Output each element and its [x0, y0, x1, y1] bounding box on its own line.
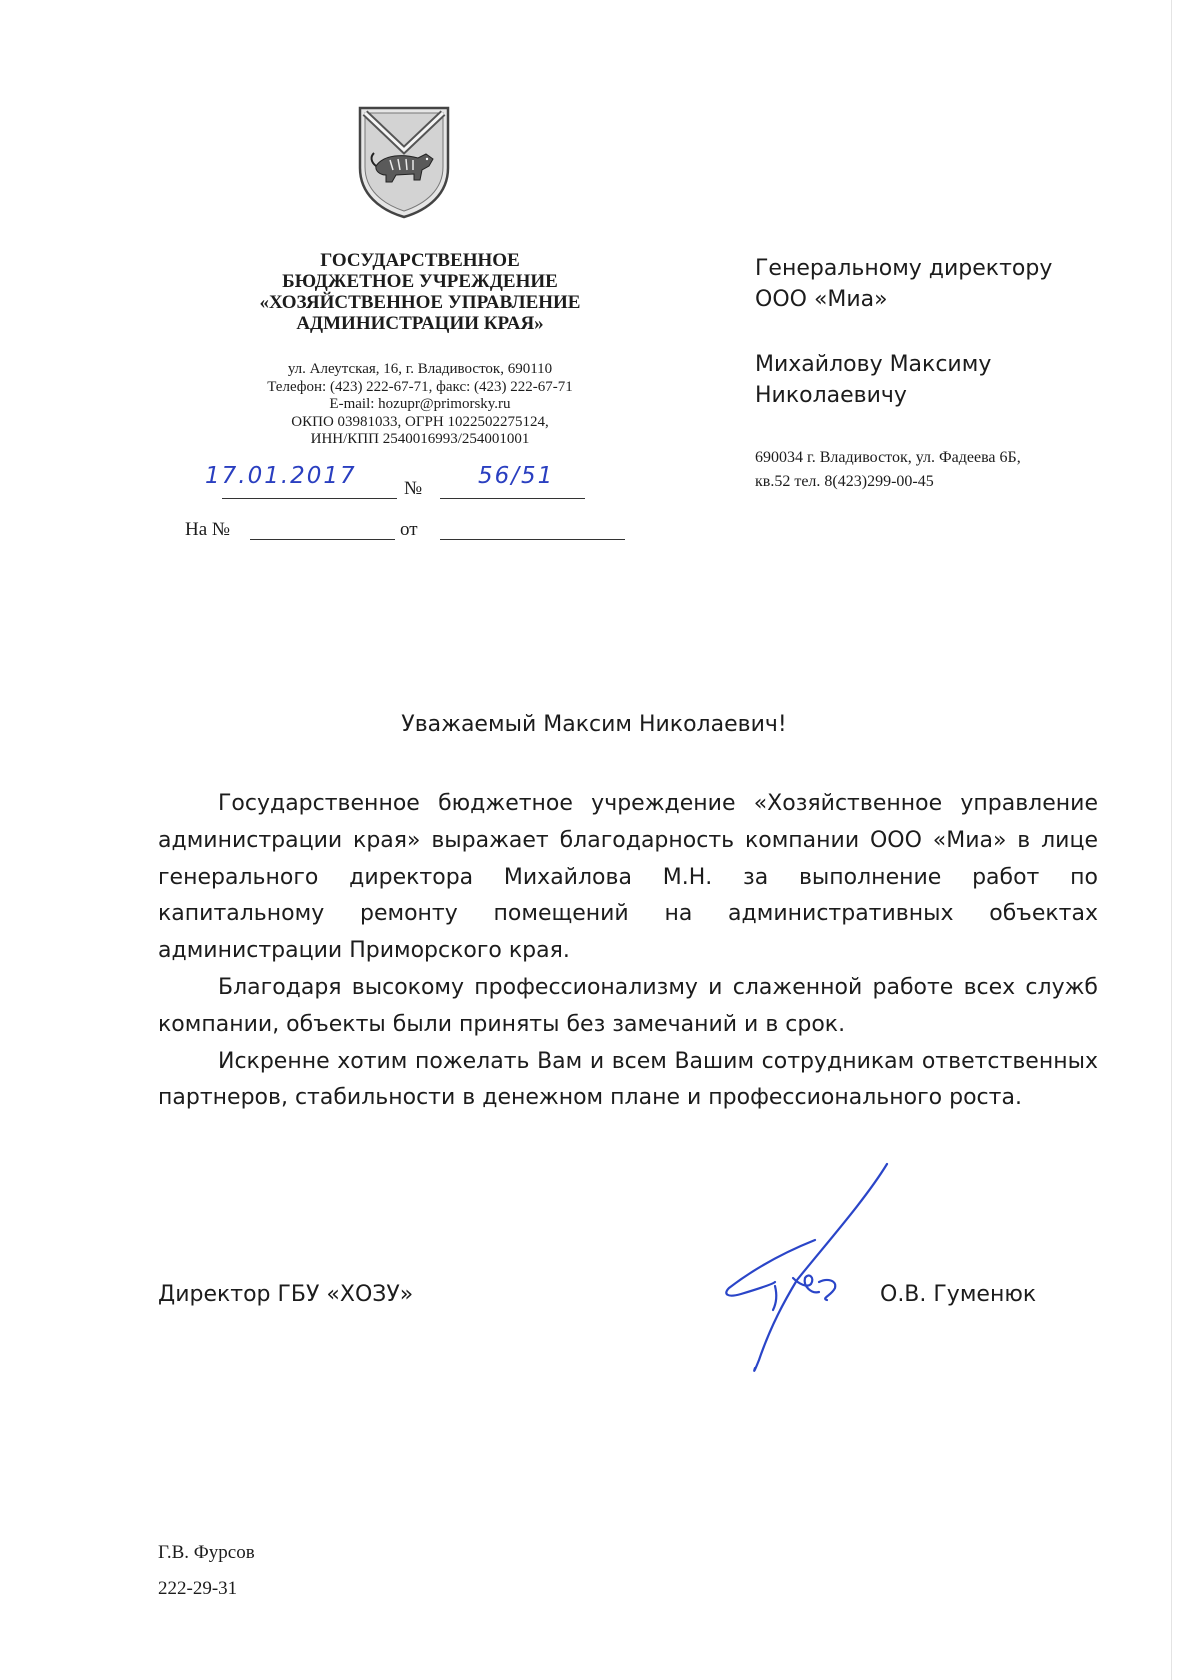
recipient-line: ООО «Миа» [755, 287, 888, 312]
handwritten-signature [715, 1160, 895, 1375]
signatory-name: О.В. Гуменюк [880, 1282, 1037, 1307]
recipient-address [755, 446, 1135, 494]
letter-paragraph: Государственное бюджетное учреждение «Хозяйственное управление администрации края» выражает благодарность компании ООО «Миа» в лице генерального директора Михайлова М.Н. за выполнение работ по капитальному ремонту помещений на административных объектах администрации Приморского края. [158, 791, 1098, 964]
reg-number-line [440, 497, 585, 499]
salutation: Уважаемый Максим Николаевич! [401, 712, 787, 737]
recipient-address-line: 690034 г. Владивосток, ул. Фадеева 6Б, [755, 449, 1021, 466]
recipient-name-line: Николаевичу [755, 383, 907, 408]
org-name [190, 250, 650, 334]
org-name-line: БЮДЖЕТНОЕ УЧРЕЖДЕНИЕ [282, 271, 558, 292]
contact-email: E-mail: hozupr@primorsky.ru [329, 396, 511, 412]
recipient-address-line: кв.52 тел. 8(423)299-00-45 [755, 473, 934, 490]
letter-paragraph: Благодаря высокому профессионализму и слаженной работе всех служб компании, объекты были приняты без замечаний и в срок. [158, 974, 1098, 1037]
ref-date-line [440, 538, 625, 540]
page-edge [1171, 0, 1172, 1680]
contact-phone: Телефон: (423) 222-67-71, факс: (423) 222-67-71 [267, 378, 573, 395]
ref-number-line [250, 538, 395, 540]
reg-date-line [222, 497, 397, 499]
reg-number-sign: № [404, 478, 423, 499]
executor-phone: 222-29-31 [158, 1578, 238, 1599]
recipient-name-line: Михайлову Максиму [755, 352, 992, 377]
org-name-line: «ХОЗЯЙСТВЕННОЕ УПРАВЛЕНИЕ [259, 292, 581, 313]
contact-address: ул. Алеутская, 16, г. Владивосток, 690110 [287, 361, 553, 377]
executor-name: Г.В. Фурсов [158, 1542, 255, 1563]
ref-from-label: от [400, 519, 418, 540]
org-name-line: АДМИНИСТРАЦИИ КРАЯ» [296, 313, 544, 334]
ref-label: На № [185, 519, 231, 540]
letter-paragraph: Искренне хотим пожелать Вам и всем Вашим сотрудникам ответственных партнеров, стабильности в денежном плане и профессионального роста. [158, 1048, 1098, 1111]
reg-date-handwritten: 17.01.2017 [205, 463, 357, 489]
org-name-line: ГОСУДАРСТВЕННОЕ [320, 250, 520, 271]
letter-body [158, 786, 1098, 1117]
signatory-position: Директор ГБУ «ХОЗУ» [158, 1282, 414, 1307]
contact-okpo-ogrn: ОКПО 03981033, ОГРН 1022502275124, [291, 413, 549, 430]
contact-inn-kpp: ИНН/КПП 2540016993/254001001 [310, 431, 530, 447]
recipient-title [755, 253, 1052, 315]
org-contacts [190, 361, 650, 449]
reg-number-handwritten: 56/51 [478, 463, 555, 489]
recipient-line: Генеральному директору [755, 256, 1053, 281]
coat-of-arms-emblem [356, 104, 452, 220]
recipient-name [755, 349, 991, 411]
